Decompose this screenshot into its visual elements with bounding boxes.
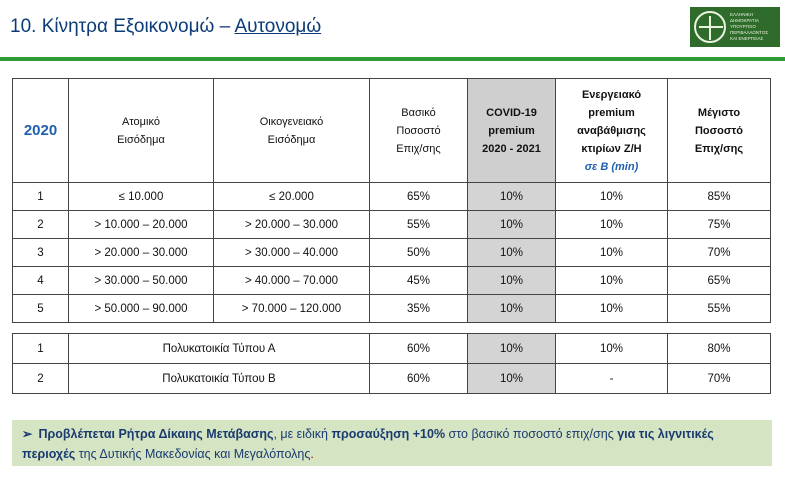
base-rate-cell: 60% bbox=[370, 334, 468, 364]
category-cell: 4 bbox=[13, 267, 69, 295]
title-divider bbox=[0, 57, 785, 61]
note-text-1: , με ειδική bbox=[273, 427, 332, 441]
tree-emblem-icon bbox=[694, 11, 726, 43]
individual-income-cell: ≤ 10.000 bbox=[69, 183, 214, 211]
base-rate-cell: 50% bbox=[370, 239, 468, 267]
header-base-rate: Βασικό Ποσοστό Επιχ/σης bbox=[370, 79, 468, 183]
logo-text: ΕΛΛΗΝΙΚΗ ΔΗΜΟΚΡΑΤΙΑ ΥΠΟΥΡΓΕΙΟ ΠΕΡΙΒΑΛΛΟΝΤΟΣ ΚΑΙ ΕΝΕΡΓΕΙΑΣ bbox=[730, 12, 769, 41]
energy-premium-cell: 10% bbox=[556, 211, 668, 239]
base-rate-cell: 55% bbox=[370, 211, 468, 239]
table-row bbox=[13, 239, 771, 267]
building-type-cell: Πολυκατοικία Τύπου Α bbox=[69, 334, 370, 364]
header-energy-main: Ενεργειακό premium αναβάθμισης κτιρίων Ζ/Η bbox=[577, 88, 646, 155]
incentives-table-container bbox=[12, 78, 770, 394]
individual-income-cell: > 50.000 – 90.000 bbox=[69, 295, 214, 323]
header-family-income: Οικογενειακό Εισόδημα bbox=[214, 79, 370, 183]
energy-premium-cell: 10% bbox=[556, 334, 668, 364]
base-rate-cell: 60% bbox=[370, 364, 468, 394]
category-cell: 2 bbox=[13, 211, 69, 239]
max-rate-cell: 70% bbox=[668, 239, 771, 267]
header-energy-sub: σε Β (min) bbox=[584, 160, 639, 173]
covid-premium-cell: 10% bbox=[468, 295, 556, 323]
covid-premium-cell: 10% bbox=[468, 364, 556, 394]
note-text-2: στο βασικό ποσοστό επιχ/σης bbox=[445, 427, 618, 441]
covid-premium-cell: 10% bbox=[468, 183, 556, 211]
note-bold-1: Προβλέπεται Ρήτρα Δίκαιης Μετάβασης bbox=[38, 427, 274, 441]
individual-income-cell: > 30.000 – 50.000 bbox=[69, 267, 214, 295]
category-cell: 1 bbox=[13, 334, 69, 364]
family-income-cell: > 40.000 – 70.000 bbox=[214, 267, 370, 295]
note-bold-2: προσαύξηση +10% bbox=[331, 427, 446, 441]
title-part2: Αυτονομώ bbox=[234, 16, 322, 37]
family-income-cell: > 20.000 – 30.000 bbox=[214, 211, 370, 239]
category-cell: 3 bbox=[13, 239, 69, 267]
bullet-arrow-icon: ➢ bbox=[22, 427, 33, 441]
table-row bbox=[13, 267, 771, 295]
table-row bbox=[13, 211, 771, 239]
incentives-table bbox=[12, 78, 771, 394]
page-title bbox=[10, 16, 321, 38]
title-part1: 10. Κίνητρα Εξοικονομώ – bbox=[10, 16, 235, 37]
header-individual-income: Ατομικό Εισόδημα bbox=[69, 79, 214, 183]
transition-clause-note bbox=[12, 420, 772, 466]
category-cell: 1 bbox=[13, 183, 69, 211]
base-rate-cell: 65% bbox=[370, 183, 468, 211]
category-cell: 5 bbox=[13, 295, 69, 323]
base-rate-cell: 35% bbox=[370, 295, 468, 323]
individual-income-cell: > 20.000 – 30.000 bbox=[69, 239, 214, 267]
header-covid-premium: COVID-19 premium 2020 - 2021 bbox=[468, 79, 556, 183]
category-cell: 2 bbox=[13, 364, 69, 394]
max-rate-cell: 85% bbox=[668, 183, 771, 211]
header-energy-premium bbox=[556, 79, 668, 183]
note-text-3: της Δυτικής Μακεδονίας και Μεγαλόπολης bbox=[75, 447, 311, 461]
max-rate-cell: 55% bbox=[668, 295, 771, 323]
max-rate-cell: 70% bbox=[668, 364, 771, 394]
max-rate-cell: 65% bbox=[668, 267, 771, 295]
family-income-cell: ≤ 20.000 bbox=[214, 183, 370, 211]
table-row bbox=[13, 334, 771, 364]
base-rate-cell: 45% bbox=[370, 267, 468, 295]
note-end: . bbox=[310, 447, 314, 461]
ministry-logo bbox=[690, 7, 780, 47]
family-income-cell: > 30.000 – 40.000 bbox=[214, 239, 370, 267]
building-type-cell: Πολυκατοικία Τύπου Β bbox=[69, 364, 370, 394]
table-row bbox=[13, 364, 771, 394]
table-row bbox=[13, 183, 771, 211]
energy-premium-cell: - bbox=[556, 364, 668, 394]
energy-premium-cell: 10% bbox=[556, 183, 668, 211]
individual-income-cell: > 10.000 – 20.000 bbox=[69, 211, 214, 239]
table-row bbox=[13, 295, 771, 323]
table-spacer bbox=[13, 323, 771, 334]
energy-premium-cell: 10% bbox=[556, 295, 668, 323]
energy-premium-cell: 10% bbox=[556, 267, 668, 295]
header-max-rate: Μέγιστο Ποσοστό Επιχ/σης bbox=[668, 79, 771, 183]
covid-premium-cell: 10% bbox=[468, 211, 556, 239]
energy-premium-cell: 10% bbox=[556, 239, 668, 267]
max-rate-cell: 80% bbox=[668, 334, 771, 364]
covid-premium-cell: 10% bbox=[468, 239, 556, 267]
max-rate-cell: 75% bbox=[668, 211, 771, 239]
covid-premium-cell: 10% bbox=[468, 334, 556, 364]
header-year: 2020 bbox=[13, 79, 69, 183]
table-header-row bbox=[13, 79, 771, 183]
note-bold-3: για τις λιγνιτικές περιοχές bbox=[22, 427, 714, 461]
covid-premium-cell: 10% bbox=[468, 267, 556, 295]
family-income-cell: > 70.000 – 120.000 bbox=[214, 295, 370, 323]
